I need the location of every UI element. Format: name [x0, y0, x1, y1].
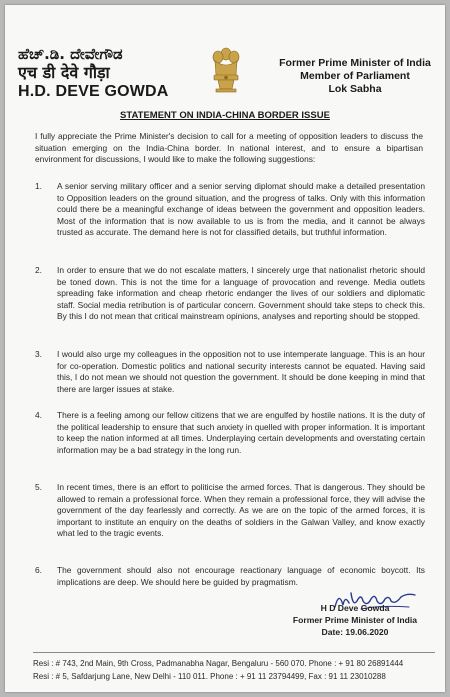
title-lok-sabha: Lok Sabha: [328, 83, 382, 95]
point-6: [35, 565, 425, 588]
point-2: [35, 265, 425, 323]
address-bengaluru: Resi : # 743, 2nd Main, 9th Cross, Padmanabha Nagar, Bengaluru - 560 070. Phone : + 91 80 26891444: [33, 659, 404, 668]
statement-date: Date: 19.06.2020: [321, 627, 389, 637]
footer-addresses: [33, 657, 403, 683]
intro-paragraph: I fully appreciate the Prime Minister's decision to call for a meeting of opposition leaders to discuss the situation emerging on the India-China border. In national interest, and to ensure a bipartisan environment for discussions, I would like to make the following suggestions:: [35, 131, 423, 164]
point-1: [35, 181, 425, 239]
name-kannada: ಹೆಚ್.ಡಿ. ದೇವೇಗೌಡ: [18, 45, 123, 63]
point-number: 4.: [35, 410, 42, 420]
point-number: 6.: [35, 565, 42, 575]
title-member-parliament: Member of Parliament: [300, 70, 410, 82]
point-text: There is a feeling among our fellow citizens that we are engulfed by hostile nations. It is the duty of the political leadership to ensure that such anxiety in quelled with proper information. It is important to keep the nation informed at all times. Underplaying certain developments and overstating certain information may be a bad strategy in the long run.: [57, 410, 425, 455]
point-text: I would also urge my colleagues in the opposition not to use intemperate language. This is an hour for co-operation. Domestic politics and national security interests cannot be equated. Having said this, I do not mean we should not question the government. It should be done keeping in mind that there are larger issues at stake.: [57, 349, 425, 394]
point-number: 2.: [35, 265, 42, 275]
point-text: In order to ensure that we do not escalate matters, I sincerely urge that nationalist rhetoric should be toned down. This is not the time for a language of provocation and revenge. Media outlets spreading fake information and cheap rhetoric endanger the lives of our soldiers and diplomatic staff. Social media retribution is of particular concern. Government should take steps to check this. By this I do not mean that critical mainstream opinions, analyses and reporting should be stopped.: [57, 265, 425, 322]
state-emblem-icon: [209, 45, 243, 97]
signature-block: [285, 602, 425, 638]
point-number: 3.: [35, 349, 42, 359]
address-new-delhi: Resi : # 5, Safdarjung Lane, New Delhi - 110 011. Phone : + 91 11 23794499, Fax : 91 11 23010288: [33, 672, 386, 681]
footer-divider: [33, 652, 435, 653]
point-text: A senior serving military officer and a senior serving diplomat should make a detailed presentation to Opposition leaders on the ground situation, and the progress of talks. Only with this information could there be a meaningful exchange of ideas between the government and opposition leaders. Most of the information that is now available to us is from the media, and it cannot be always trusted as accurate. The demand here is not for classified details, but truthful information.: [57, 181, 425, 238]
signatory-name: H D Deve Gowda: [320, 603, 390, 613]
letterhead-name-block: [18, 47, 169, 100]
title-former-pm: Former Prime Minister of India: [279, 57, 431, 69]
point-number: 1.: [35, 181, 42, 191]
signatory-title: Former Prime Minister of India: [292, 615, 418, 625]
name-english: H.D. DEVE GOWDA: [18, 83, 169, 100]
name-hindi: एच डी देवे गौड़ा: [18, 63, 110, 82]
letterhead-title-block: [275, 57, 435, 96]
point-3: [35, 349, 425, 395]
point-text: In recent times, there is an effort to politicise the armed forces. That is dangerous. They should be allowed to remain a professional force. When they remain a professional force, they will advise the government of the day fearlessly and correctly. As we are on the topic of the armed forces, it is important to institute an enquiry on the deaths of soldiers in the Galwan Valley, and know exactly what led to the tragic events.: [57, 482, 425, 539]
point-text: The government should also not encourage reactionary language of economic boycott. Its implications are deep. We should here be guided by pragmatism.: [57, 565, 425, 587]
point-4: [35, 410, 425, 456]
point-number: 5.: [35, 482, 42, 492]
letter-page: [5, 5, 445, 692]
point-5: [35, 482, 425, 540]
statement-title: STATEMENT ON INDIA-CHINA BORDER ISSUE: [120, 110, 330, 121]
